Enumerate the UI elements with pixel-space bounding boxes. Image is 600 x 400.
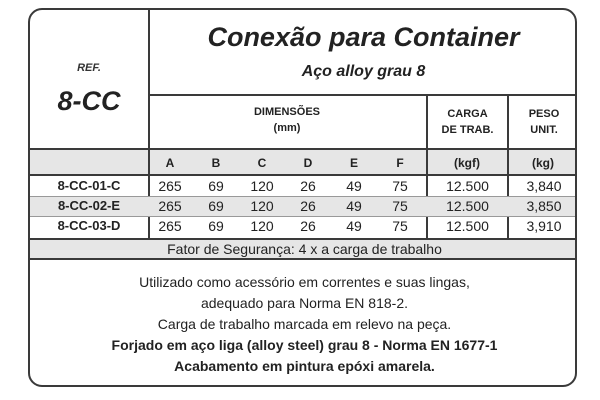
cell-d: 26 [300, 218, 316, 234]
safety-factor-note: Fator de Segurança: 4 x a carga de trabalho [30, 238, 577, 260]
cell-weight: 3,840 [526, 178, 562, 194]
load-unit: (kgf) [454, 156, 480, 170]
column-letter: A [165, 156, 175, 170]
row-divider [30, 216, 577, 217]
product-subtitle: Aço alloy grau 8 [301, 63, 426, 80]
column-letter: B [211, 156, 221, 170]
cell-b: 69 [208, 198, 224, 214]
cell-e: 49 [346, 178, 362, 194]
description-line: Carga de trabalho marcada em relevo na peça. [157, 316, 452, 332]
cell-a: 265 [158, 178, 182, 194]
table-row [30, 196, 577, 216]
cell-b: 69 [208, 218, 224, 234]
cell-b: 69 [208, 178, 224, 194]
cell-load: 12.500 [446, 198, 489, 214]
cell-a: 265 [158, 218, 182, 234]
cell-e: 49 [346, 198, 362, 214]
cell-c: 120 [250, 178, 274, 194]
cell-c: 120 [250, 218, 274, 234]
column-letter: F [396, 156, 404, 170]
column-letter: E [349, 156, 358, 170]
weight-header [509, 106, 577, 138]
dimensions-header-line: DIMENSÕES [253, 106, 320, 118]
weight-header-line: PESO [528, 108, 560, 120]
cell-f: 75 [392, 178, 408, 194]
description-bold-line: Acabamento em pintura epóxi amarela. [174, 358, 435, 374]
cell-weight: 3,910 [526, 218, 562, 234]
table-row [30, 216, 577, 236]
description-line: adequado para Norma EN 818-2. [200, 295, 409, 311]
ref-label: REF. [77, 62, 101, 74]
column-letter: D [303, 156, 313, 170]
ref-cell [30, 10, 150, 148]
cell-a: 265 [158, 198, 182, 214]
cell-d: 26 [300, 178, 316, 194]
product-title: Conexão para Container [207, 22, 520, 52]
cell-load: 12.500 [446, 218, 489, 234]
cell-load: 12.500 [446, 178, 489, 194]
cell-f: 75 [392, 218, 408, 234]
cell-d: 26 [300, 198, 316, 214]
cell-c: 120 [250, 198, 274, 214]
cell-f: 75 [392, 198, 408, 214]
cell-weight: 3,850 [526, 198, 562, 214]
ref-code: 8-CC [57, 86, 121, 116]
load-header-line: DE TRAB. [441, 124, 494, 136]
load-header [428, 106, 507, 138]
load-header-line: CARGA [447, 108, 488, 120]
cell-e: 49 [346, 218, 362, 234]
row-ref: 8-CC-01-C [57, 178, 121, 193]
dimensions-header [148, 104, 426, 136]
product-spec-card [28, 8, 577, 387]
table-row [30, 176, 577, 196]
row-ref: 8-CC-02-E [57, 198, 121, 213]
description-bold-line: Forjado em aço liga (alloy steel) grau 8 - Norma EN 1677-1 [111, 337, 498, 353]
weight-header-line: UNIT. [530, 124, 558, 136]
row-divider [30, 196, 577, 197]
column-letter: C [257, 156, 267, 170]
description-line: Utilizado como acessório em correntes e suas lingas, [139, 274, 470, 290]
row-ref: 8-CC-03-D [57, 218, 121, 233]
dimensions-unit: (mm) [273, 122, 301, 134]
weight-unit: (kg) [532, 156, 554, 170]
